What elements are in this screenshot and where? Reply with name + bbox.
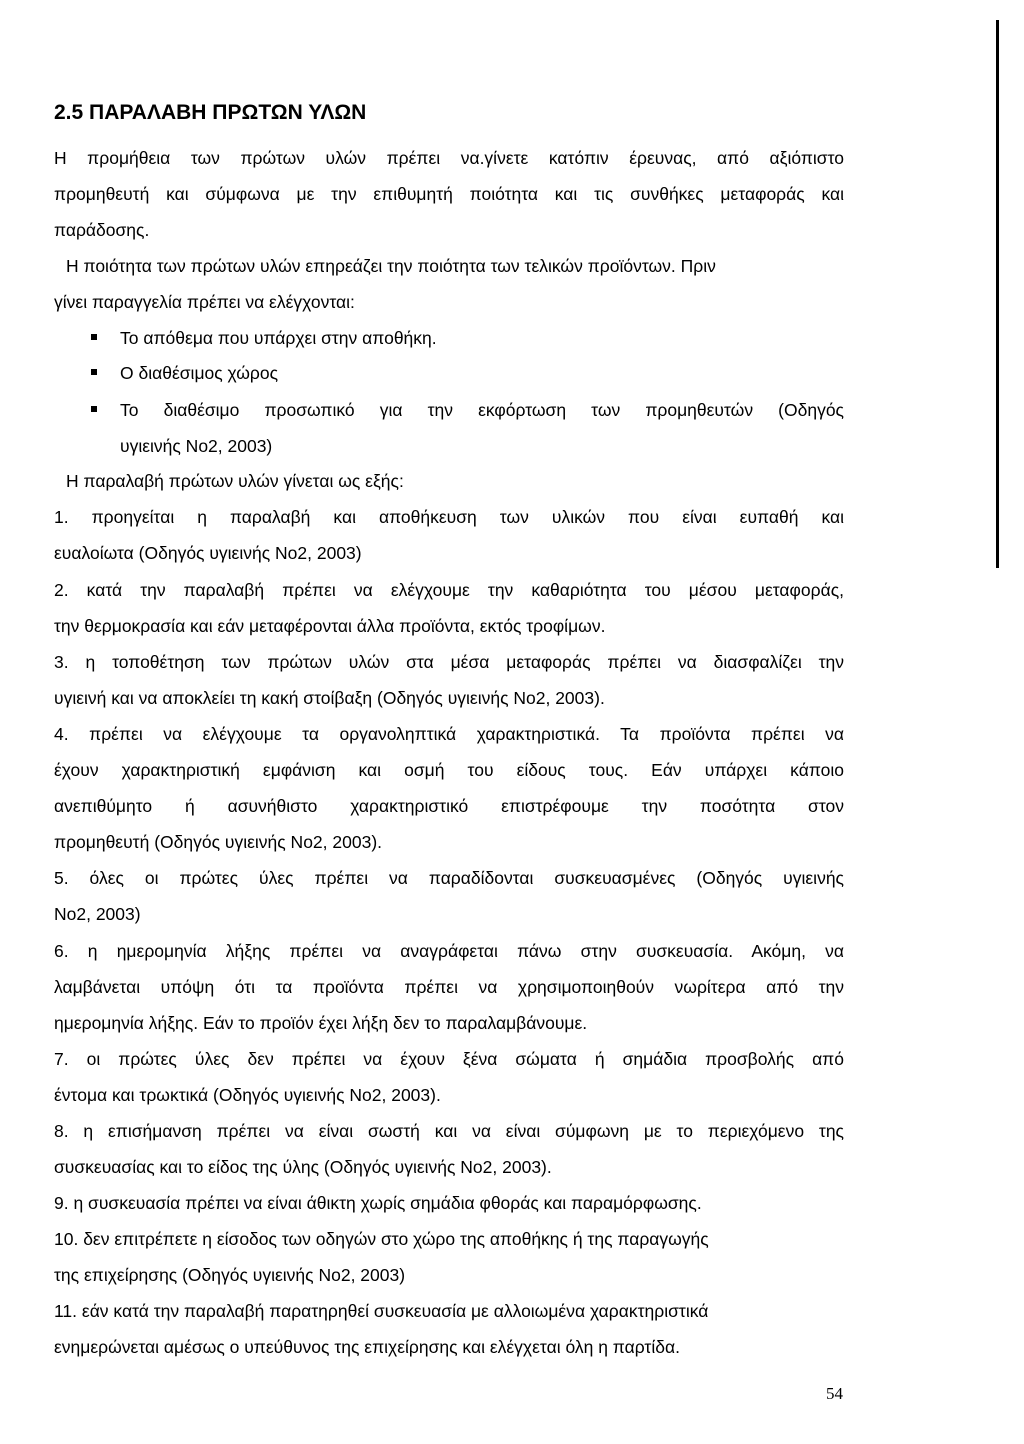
list-line: 10. δεν επιτρέπετε η είσοδος των οδηγών στο χώρο της αποθήκης ή της παραγωγής [54, 1229, 709, 1249]
list-line: 9. η συσκευασία πρέπει να είναι άθικτη χωρίς σημάδια φθοράς και παραμόρφωσης. [54, 1193, 702, 1213]
list-line: ενημερώνεται αμέσως ο υπεύθυνος της επιχείρησης και ελέγχεται όλη η παρτίδα. [54, 1337, 680, 1357]
section-heading: 2.5 ΠΑΡΑΛΑΒΗ ΠΡΩΤΩΝ ΥΛΩΝ [54, 101, 367, 124]
receipt-intro: Η παραλαβή πρώτων υλών γίνεται ως εξής: [66, 471, 404, 491]
list-line: 5. όλες οι πρώτες ύλες πρέπει να παραδίδονται συσκευασμένες (Οδηγός υγιεινής [54, 868, 844, 888]
intro-line: προμηθευτή και σύμφωνα με την επιθυμητή ποιότητα και τις συνθήκες μεταφοράς και [54, 184, 844, 204]
bullet-item-continuation: υγιεινής Νο2, 2003) [120, 436, 273, 456]
list-line: 7. οι πρώτες ύλες δεν πρέπει να έχουν ξένα σώματα ή σημάδια προσβολής από [54, 1049, 844, 1069]
bullet-item: Ο διαθέσιμος χώρος [120, 363, 279, 383]
bullet-icon [91, 369, 97, 375]
list-line: 3. η τοποθέτηση των πρώτων υλών στα μέσα μεταφοράς πρέπει να διασφαλίζει την [54, 652, 844, 672]
list-line: της επιχείρησης (Οδηγός υγιεινής Νο2, 2003) [54, 1265, 406, 1285]
list-line: υγιεινή και να αποκλείει τη κακή στοίβαξη (Οδηγός υγιεινής Νο2, 2003). [54, 688, 605, 708]
list-line: λαμβάνεται υπόψη ότι τα προϊόντα πρέπει να χρησιμοποιηθούν νωρίτερα από την [54, 977, 844, 997]
list-line: 6. η ημερομηνία λήξης πρέπει να αναγράφεται πάνω στην συσκευασία. Ακόμη, να [54, 941, 844, 961]
list-line: Νο2, 2003) [54, 904, 141, 924]
list-line: ευαλοίωτα (Οδηγός υγιεινής Νο2, 2003) [54, 543, 362, 563]
list-line: 8. η επισήμανση πρέπει να είναι σωστή και να είναι σύμφωνη με το περιεχόμενο της [54, 1121, 844, 1141]
list-line: ανεπιθύμητο ή ασυνήθιστο χαρακτηριστικό επιστρέφουμε την ποσότητα στον [54, 796, 844, 816]
bullet-icon [91, 334, 97, 340]
margin-rule [996, 20, 999, 568]
list-line: έντομα και τρωκτικά (Οδηγός υγιεινής Νο2, 2003). [54, 1085, 441, 1105]
intro-line: Η προμήθεια των πρώτων υλών πρέπει να.γίνετε κατόπιν έρευνας, από αξιόπιστο [54, 148, 844, 168]
list-line: ημερομηνία λήξης. Εάν το προϊόν έχει λήξη δεν το παραλαμβάνουμε. [54, 1013, 588, 1033]
quality-line: γίνει παραγγελία πρέπει να ελέγχονται: [54, 292, 355, 312]
bullet-item: Το διαθέσιμο προσωπικό για την εκφόρτωση των προμηθευτών (Οδηγός [120, 400, 844, 420]
bullet-icon [91, 406, 97, 412]
list-line: 1. προηγείται η παραλαβή και αποθήκευση των υλικών που είναι ευπαθή και [54, 507, 844, 527]
list-line: συσκευασίας και το είδος της ύλης (Οδηγός υγιεινής Νο2, 2003). [54, 1157, 552, 1177]
quality-line: Η ποιότητα των πρώτων υλών επηρεάζει την ποιότητα των τελικών προϊόντων. Πριν [66, 256, 716, 276]
list-line: 4. πρέπει να ελέγχουμε τα οργανοληπτικά χαρακτηριστικά. Τα προϊόντα πρέπει να [54, 724, 844, 744]
bullet-item: Το απόθεμα που υπάρχει στην αποθήκη. [120, 328, 437, 348]
list-line: την θερμοκρασία και εάν μεταφέρονται άλλα προϊόντα, εκτός τροφίμων. [54, 616, 606, 636]
list-line: έχουν χαρακτηριστική εμφάνιση και οσμή του είδους τους. Εάν υπάρχει κάποιο [54, 760, 844, 780]
list-line: 2. κατά την παραλαβή πρέπει να ελέγχουμε την καθαριότητα του μέσου μεταφοράς, [54, 580, 844, 600]
page-number: 54 [826, 1384, 843, 1403]
list-line: 11. εάν κατά την παραλαβή παρατηρηθεί συσκευασία με αλλοιωμένα χαρακτηριστικά [54, 1301, 709, 1321]
intro-line: παράδοσης. [54, 220, 150, 240]
list-line: προμηθευτή (Οδηγός υγιεινής Νο2, 2003). [54, 832, 383, 852]
